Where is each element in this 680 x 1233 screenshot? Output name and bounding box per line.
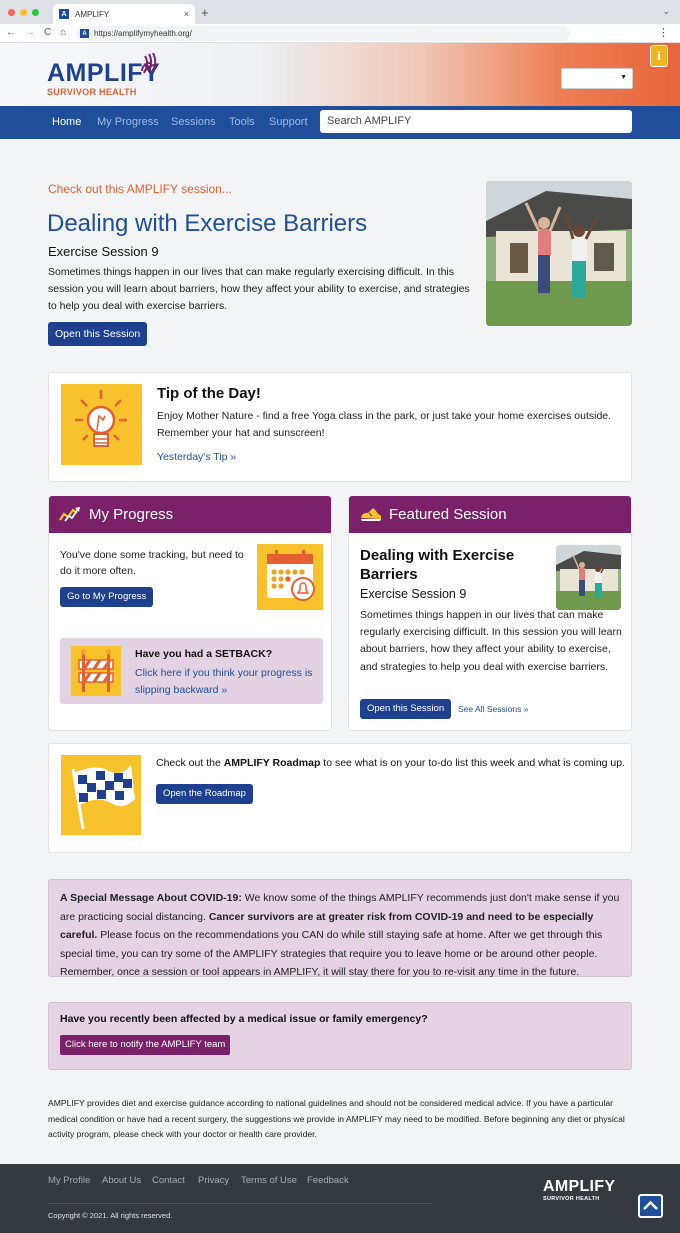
url-field[interactable]: [76, 26, 570, 41]
medical-disclaimer: AMPLIFY provides diet and exercise guidance according to national guidelines and should not be considered medical advice. If you have a particular medical condition or have had a recent surgery, the suggestions we provide in AMPLIFY may need to be modified. Before beginning any diet or physical activity program, please check with your doctor or health care provider.: [48, 1098, 625, 1139]
browser-tab[interactable]: [53, 4, 195, 24]
footer-link-my-profile[interactable]: My Profile: [48, 1175, 91, 1186]
search-input[interactable]: Search AMPLIFY: [320, 110, 632, 133]
tip-of-the-day-card: [48, 372, 632, 482]
new-tab-icon[interactable]: +: [201, 5, 209, 20]
featured-session-title[interactable]: Dealing with Exercise Barriers: [360, 547, 515, 583]
exercise-photo[interactable]: [486, 181, 632, 326]
setback-title: Have you had a SETBACK?: [135, 648, 273, 660]
browser-address-bar: [0, 24, 680, 43]
featured-description-text: Sometimes things happen in our lives that can make regularly exercising difficult. In this session you will learn about barriers, how they affect your ability to exercise, and strategies to help you deal with exercise barriers.: [360, 609, 622, 673]
logo-wordmark: AMPLIFY: [47, 59, 161, 87]
see-all-sessions-link[interactable]: See All Sessions »: [458, 704, 529, 714]
logo-tagline: SURVIVOR HEALTH: [47, 87, 137, 97]
footer-logo-tagline: SURVIVOR HEALTH: [543, 1196, 600, 1202]
browser-nav-buttons: [6, 27, 66, 38]
hero-subtitle: Exercise Session 9: [48, 244, 159, 259]
open-session-button[interactable]: Open this Session: [48, 322, 147, 346]
sneaker-icon: [359, 505, 383, 523]
hero-title[interactable]: Dealing with Exercise Barriers: [47, 210, 368, 237]
home-icon[interactable]: ⌂: [60, 27, 67, 38]
emergency-box: [48, 1002, 632, 1070]
my-progress-title: My Progress: [89, 506, 174, 523]
featured-open-session-button[interactable]: Open this Session: [360, 699, 451, 719]
open-roadmap-button[interactable]: Open the Roadmap: [156, 784, 253, 804]
footer-link-privacy[interactable]: Privacy: [198, 1175, 230, 1186]
back-to-top-button[interactable]: [638, 1194, 663, 1218]
nav-my-progress[interactable]: My Progress: [97, 116, 159, 128]
covid-text-1: We know some of the things AMPLIFY recommends just don't make sense if you are practicing social distancing.: [60, 892, 620, 923]
footer-logo[interactable]: [543, 1178, 615, 1202]
footer-divider: [48, 1203, 433, 1204]
close-window-button[interactable]: [8, 9, 15, 16]
roadmap-card: [48, 743, 632, 853]
setback-link[interactable]: Click here if you think your progress is slipping backward »: [135, 667, 313, 696]
covid-title: A Special Message About COVID-19:: [60, 892, 242, 904]
nav-sessions[interactable]: Sessions: [171, 116, 216, 128]
my-progress-header: [49, 496, 331, 533]
copyright-text: Copyright © 2021. All rights reserved.: [48, 1211, 173, 1220]
featured-session-header: [349, 496, 631, 533]
amplify-favicon-icon: A: [59, 9, 69, 19]
setback-box[interactable]: [60, 638, 323, 704]
site-footer: [0, 1164, 680, 1233]
notify-team-button[interactable]: Click here to notify the AMPLIFY team: [60, 1035, 230, 1055]
yesterdays-tip-link[interactable]: Yesterday's Tip »: [157, 451, 237, 463]
roadblock-icon: [71, 646, 121, 696]
browser-menu-icon[interactable]: ⋮: [658, 27, 669, 39]
my-progress-card: [48, 496, 332, 731]
featured-session-subtitle: Exercise Session 9: [360, 587, 467, 601]
language-select[interactable]: [561, 68, 633, 89]
progress-chart-icon: [59, 505, 81, 523]
logo-signal-icon: [139, 53, 161, 75]
featured-session-heading: Featured Session: [389, 506, 507, 523]
footer-link-terms[interactable]: Terms of Use: [241, 1175, 297, 1186]
covid-text-2: Please focus on the recommendations you CAN do while still staying safe at home. After we get through this special time, you can try some of the AMPLIFY strategies that require you to leave home or be around other people. Remember, once a session or tool appears in AMPLIFY, it will stay there for you to re-visit any time in the future.: [60, 929, 603, 978]
featured-session-description: [360, 607, 622, 676]
roadmap-text-post: to see what is on your to-do list this week and what is coming up.: [320, 757, 626, 769]
browser-tab-bar: [0, 0, 680, 24]
window-controls: [8, 9, 39, 16]
calendar-icon: [257, 544, 323, 610]
lightbulb-icon: [61, 384, 142, 465]
site-header: [0, 43, 680, 106]
nav-home[interactable]: Home: [52, 116, 82, 128]
forward-arrow-icon[interactable]: →: [25, 27, 35, 38]
chevron-up-icon: [640, 1196, 661, 1216]
checkered-flag-icon: [61, 755, 141, 835]
tip-title: Tip of the Day!: [157, 385, 261, 402]
close-tab-icon[interactable]: ×: [183, 9, 189, 19]
progress-text: You've done some tracking, but need to do it more often.: [60, 549, 244, 577]
footer-link-feedback[interactable]: Feedback: [307, 1175, 349, 1186]
back-arrow-icon[interactable]: ←: [6, 27, 16, 38]
hero-kicker: Check out this AMPLIFY session...: [48, 182, 232, 196]
hero-description: Sometimes things happen in our lives that can make regularly exercising difficult. In this session you will learn about barriers, how they affect your ability to exercise, and strategies to help you deal with exercise barriers.: [48, 266, 470, 312]
tip-body: Enjoy Mother Nature - find a free Yoga class in the park, or just take your home exercises outside. Remember your hat and sunscreen!: [157, 410, 612, 439]
featured-exercise-photo[interactable]: [556, 545, 621, 610]
site-favicon-icon: A: [80, 29, 89, 38]
covid-message-box: [48, 879, 632, 977]
maximize-window-button[interactable]: [32, 9, 39, 16]
roadmap-text-pre: Check out the: [156, 757, 224, 769]
nav-tools[interactable]: Tools: [229, 116, 255, 128]
minimize-window-button[interactable]: [20, 9, 27, 16]
tab-menu-chevron-icon[interactable]: ⌄: [662, 6, 670, 16]
footer-link-contact[interactable]: Contact: [152, 1175, 185, 1186]
dropdown-caret-icon: ▼: [620, 74, 627, 81]
go-to-my-progress-button[interactable]: Go to My Progress: [60, 587, 153, 607]
amplify-logo[interactable]: [47, 61, 160, 97]
footer-link-about-us[interactable]: About Us: [102, 1175, 142, 1186]
roadmap-text: [156, 757, 625, 769]
reload-icon[interactable]: C: [44, 27, 52, 38]
emergency-title: Have you recently been affected by a medical issue or family emergency?: [60, 1013, 428, 1025]
main-navigation: [0, 106, 680, 139]
covid-bold-text: Cancer survivors are at greater risk from COVID-19 and need to be especially careful.: [60, 910, 594, 941]
tab-title: AMPLIFY: [75, 9, 110, 19]
url-text: https://amplifymyhealth.org/: [94, 29, 192, 38]
info-icon[interactable]: i: [650, 45, 668, 67]
footer-logo-wordmark: AMPLIFY: [543, 1178, 616, 1195]
roadmap-text-bold: AMPLIFY Roadmap: [223, 757, 321, 769]
featured-session-card: [348, 496, 632, 731]
nav-support[interactable]: Support: [269, 116, 308, 128]
